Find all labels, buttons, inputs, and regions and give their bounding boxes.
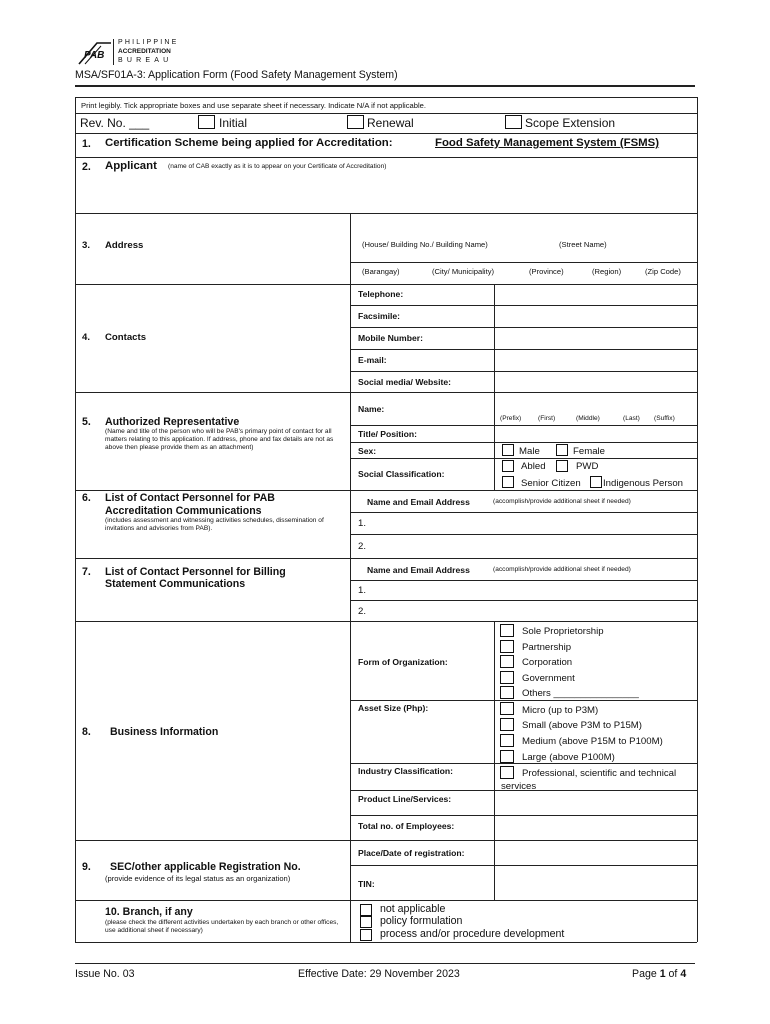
issue-number: Issue No. 03 [75,968,135,980]
rep-name-label: Name: [358,404,385,414]
branch-option-not-applicable: not applicable [380,903,446,915]
s2-num: 2. [82,161,91,173]
s6-col-note: (accomplish/provide additional sheet if needed) [493,498,631,505]
applicant-name-field[interactable] [76,176,696,212]
s6-row1-field[interactable] [372,513,696,533]
employees-field[interactable] [495,816,696,839]
s5-num: 5. [82,416,91,428]
s7-num: 7. [82,566,91,578]
telephone-label: Telephone: [358,289,404,299]
rep-title-field[interactable] [440,426,696,441]
effective-date: Effective Date: 29 November 2023 [298,968,460,980]
s6-col-head: Name and Email Address [367,497,470,507]
not-applicable-checkbox[interactable] [360,904,372,916]
sole-proprietorship-checkbox[interactable] [500,624,514,637]
s7-label-line2: Statement Communications [105,578,246,590]
tin-label: TIN: [358,879,375,889]
page-of: of [665,968,681,980]
instructions: Print legibly. Tick appropriate boxes and use separate sheet if necessary. Indicate N/A if not applicable. [81,101,427,110]
rep-first-hint: (First) [538,415,556,422]
addr-street-hint: (Street Name) [559,240,607,249]
medium-checkbox[interactable] [500,734,514,747]
branch-option-process: process and/or procedure development [380,928,565,940]
industry-option-line2: services [501,781,537,792]
female-label: Female [573,446,605,457]
corporation-checkbox[interactable] [500,655,514,668]
abled-label: Abled [521,461,546,472]
asset-size-label: Asset Size (Php): [358,703,429,713]
s6-label-line2: Accreditation Communications [105,505,262,517]
female-checkbox[interactable] [556,444,568,456]
s2-note: (name of CAB exactly as it is to appear on your Certificate of Accreditation) [168,163,387,170]
large-checkbox[interactable] [500,750,514,763]
facsimile-field[interactable] [495,306,696,326]
s7-row2-num: 2. [358,606,367,617]
form-org-label: Form of Organization: [358,657,448,667]
partnership-checkbox[interactable] [500,640,514,653]
s9-num: 9. [82,861,91,873]
pwd-checkbox[interactable] [556,460,568,472]
s10-label: 10. Branch, if any [105,906,193,918]
industry-label: Industry Classification: [358,766,454,776]
page-prefix: Page [632,968,660,980]
s7-col-head: Name and Email Address [367,565,470,575]
s6-row2-num: 2. [358,541,367,552]
s1-label: Certification Scheme being applied for Accreditation: [105,137,393,149]
renewal-label: Renewal [367,116,414,130]
place-date-label: Place/Date of registration: [358,848,465,858]
scope-extension-checkbox[interactable] [505,115,522,129]
rep-suffix-hint: (Suffix) [654,415,675,422]
address-line1-field[interactable] [351,214,696,236]
social-website-label: Social media/ Website: [358,377,451,387]
mobile-label: Mobile Number: [358,333,423,343]
s7-label-line1: List of Contact Personnel for Billing [105,566,286,578]
s3-label: Address [105,240,144,251]
s9-label: SEC/other applicable Registration No. [110,861,301,873]
telephone-field[interactable] [495,285,696,304]
scope-extension-label: Scope Extension [525,116,616,130]
page-number: 1 [659,968,666,980]
s7-row1-field[interactable] [372,581,696,599]
product-line-field[interactable] [495,791,696,814]
s5-label: Authorized Representative [105,416,240,428]
addr-region-hint: (Region) [592,267,622,276]
abled-checkbox[interactable] [502,460,514,472]
small-checkbox[interactable] [500,718,514,731]
process-development-checkbox[interactable] [360,929,372,941]
rep-name-field[interactable] [392,396,696,410]
addr-barangay-hint: (Barangay) [362,267,400,276]
government-checkbox[interactable] [500,671,514,684]
email-field[interactable] [495,350,696,370]
employees-label: Total no. of Employees: [358,821,455,831]
s10-note: (please check the different activities undertaken by each branch or other offices, use additional sheet if necessary) [105,919,339,935]
social-website-field[interactable] [495,372,696,391]
email-label: E-mail: [358,355,387,365]
male-checkbox[interactable] [502,444,514,456]
form-title: MSA/SF01A-3: Application Form (Food Safety Management System) [75,69,398,81]
tin-field[interactable] [495,866,696,899]
others-checkbox[interactable] [500,686,514,699]
s4-label: Contacts [105,332,147,343]
logo-abbr: PAB [84,50,105,61]
indigenous-label: Indigenous Person [603,478,684,489]
s6-num: 6. [82,492,91,504]
rep-last-hint: (Last) [623,415,640,422]
industry-option-line1: Professional, scientific and technical [522,768,677,779]
place-date-field[interactable] [495,841,696,864]
asset-option-micro: Micro (up to P3M) [522,705,599,716]
logo-line3: BUREAU [118,57,173,64]
rep-middle-hint: (Middle) [576,415,600,422]
org-option-corporation: Corporation [522,657,573,668]
initial-label: Initial [219,116,248,130]
indigenous-checkbox[interactable] [590,476,602,488]
renewal-checkbox[interactable] [347,115,364,129]
s6-row2-field[interactable] [372,535,696,557]
s1-scheme-value: Food Safety Management System (FSMS) [435,137,660,149]
rep-prefix-hint: (Prefix) [500,415,522,422]
addr-house-hint: (House/ Building No./ Building Name) [362,240,488,249]
social-class-label: Social Classification: [358,469,445,479]
micro-checkbox[interactable] [500,702,514,715]
pwd-label: PWD [576,461,599,472]
rep-title-label: Title/ Position: [358,429,418,439]
asset-option-large: Large (above P100M) [522,752,615,763]
page-total: 4 [680,968,687,980]
branch-option-policy: policy formulation [380,915,463,927]
org-option-government: Government [522,673,575,684]
facsimile-label: Facsimile: [358,311,401,321]
rev-no-label: Rev. No. ___ [80,116,150,130]
s1-num: 1. [82,138,91,150]
s8-num: 8. [82,726,91,738]
s7-row2-field[interactable] [372,601,696,620]
s2-label: Applicant [105,160,157,172]
s4-num: 4. [82,332,91,343]
addr-province-hint: (Province) [529,267,564,276]
addr-city-hint: (City/ Municipality) [432,267,495,276]
professional-services-checkbox[interactable] [500,766,514,779]
policy-formulation-checkbox[interactable] [360,916,372,928]
org-option-sole: Sole Proprietorship [522,626,604,637]
s5-note: (Name and title of the person who will be PAB's primary point of contact for all matters relating to this application. If address, phone and fax details are not as above then please provide them as an attachment) [105,428,334,452]
s3-num: 3. [82,240,91,251]
senior-citizen-label: Senior Citizen [521,478,581,489]
s7-col-note: (accomplish/provide additional sheet if needed) [493,566,631,573]
page-indicator [632,968,686,980]
org-option-partnership: Partnership [522,642,572,653]
logo-line1: PHILIPPINE [118,39,179,46]
senior-citizen-checkbox[interactable] [502,476,514,488]
male-label: Male [519,446,540,457]
product-line-label: Product Line/Services: [358,794,452,804]
rep-sex-label: Sex: [358,446,377,456]
addr-zip-hint: (Zip Code) [645,267,681,276]
initial-checkbox[interactable] [198,115,215,129]
asset-option-medium: Medium (above P15M to P100M) [522,736,663,747]
mobile-field[interactable] [495,328,696,348]
logo-line2: ACCREDITATION [118,48,171,55]
s7-row1-num: 1. [358,585,367,596]
s6-row1-num: 1. [358,518,367,529]
s9-note: (provide evidence of its legal status as an organization) [105,874,291,883]
s6-note: (includes assessment and witnessing activities schedules, dissemination of invitations and advisories from PAB). [105,517,324,533]
org-option-others: Others ________________ [522,688,639,699]
s6-label-line1: List of Contact Personnel for PAB [105,492,275,504]
s8-label: Business Information [110,726,219,738]
asset-option-small: Small (above P3M to P15M) [522,720,642,731]
